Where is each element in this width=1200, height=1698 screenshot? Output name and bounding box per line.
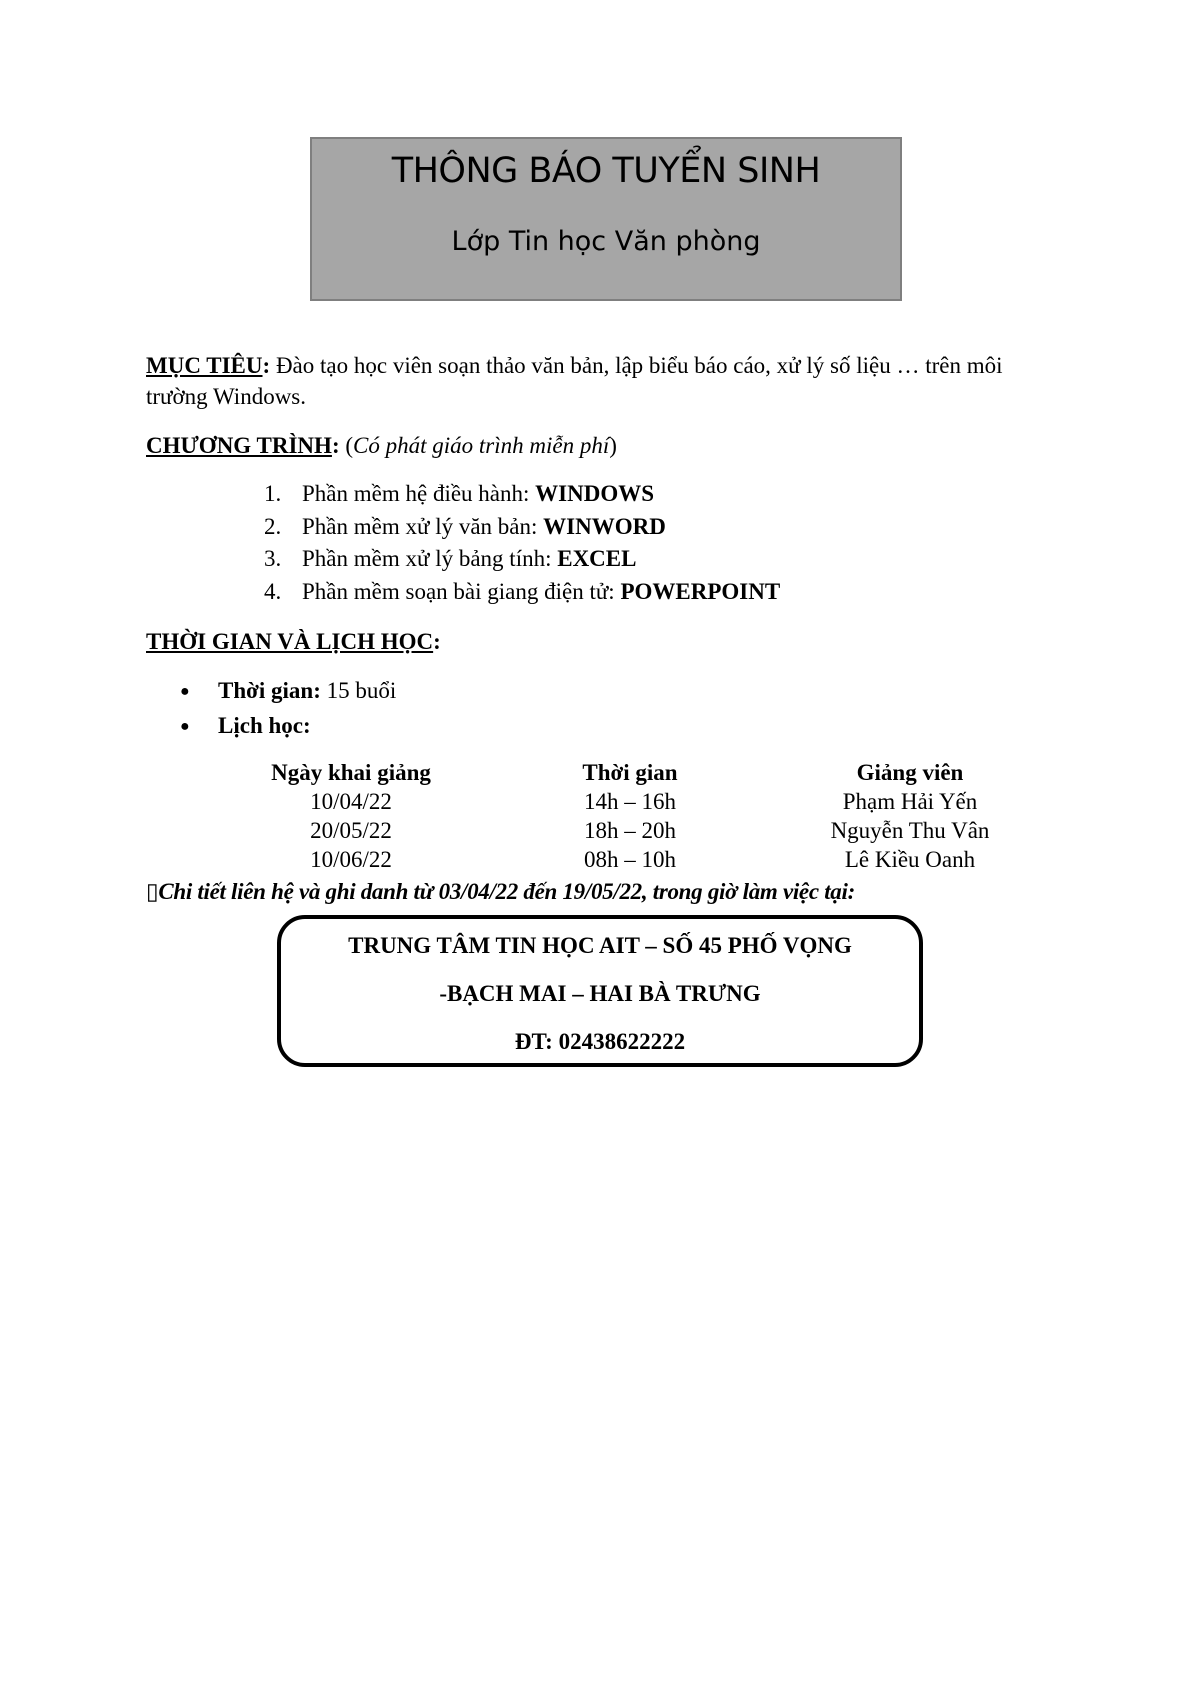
contact-note: ▯Chi tiết liên hệ và ghi danh từ 03/04/22 đến 19/05/22, trong giờ làm việc tại:	[146, 879, 855, 904]
list-item-number: 1.	[264, 481, 282, 506]
schedule-column-time	[550, 758, 710, 874]
table-cell: Nguyễn Thu Vân	[830, 818, 990, 843]
program-note-open: (	[339, 433, 354, 458]
list-item-software: WINWORD	[543, 513, 666, 539]
list-item-text: Phần mềm xử lý bảng tính:	[302, 546, 558, 571]
bullet-value: 15 buổi	[320, 678, 397, 703]
table-cell: 18h – 20h	[584, 818, 676, 843]
schedule-column-lecturer	[800, 758, 1020, 874]
table-cell: 20/05/22	[310, 818, 392, 843]
table-cell: Phạm Hải Yến	[842, 789, 978, 814]
schedule-heading: THỜI GIAN VÀ LỊCH HỌC	[146, 629, 434, 654]
program-paragraph	[146, 430, 1046, 461]
contact-phone: ĐT: 02438622222	[514, 1029, 686, 1054]
schedule-paragraph	[146, 626, 1046, 657]
schedule-column-date	[246, 758, 456, 874]
list-item	[180, 709, 396, 744]
table-cell: 14h – 16h	[584, 789, 676, 814]
table-cell: 10/06/22	[310, 847, 392, 872]
contact-line: TRUNG TÂM TIN HỌC AIT – SỐ 45 PHỐ VỌNG	[348, 933, 852, 958]
objective-colon: :	[262, 353, 271, 378]
title-box	[310, 137, 902, 301]
notice-subtitle: Lớp Tin học Văn phòng	[451, 226, 761, 257]
list-item-software: WINDOWS	[535, 481, 655, 506]
list-item-number: 4.	[264, 578, 282, 604]
table-header: Giảng viên	[856, 760, 964, 785]
list-item-text: Phần mềm hệ điều hành:	[302, 481, 536, 506]
list-item-software: EXCEL	[557, 546, 637, 571]
schedule-colon: :	[433, 629, 441, 654]
table-header: Ngày khai giảng	[271, 760, 431, 785]
list-item-text: Phần mềm xử lý văn bản:	[302, 513, 544, 539]
table-header: Thời gian	[582, 760, 678, 785]
contact-line: -BẠCH MAI – HAI BÀ TRƯNG	[439, 981, 761, 1006]
bullet-icon: ●	[180, 683, 190, 700]
program-list	[264, 478, 780, 608]
table-cell: 08h – 10h	[584, 847, 676, 872]
notice-title: THÔNG BÁO TUYỂN SINH	[391, 151, 821, 191]
list-item	[180, 674, 396, 709]
program-note: Có phát giáo trình miễn phí	[353, 433, 610, 458]
list-item-software: POWERPOINT	[620, 578, 781, 604]
bullet-label: Lịch học:	[218, 713, 311, 738]
program-note-close: )	[609, 433, 617, 458]
bullet-label: Thời gian:	[218, 678, 321, 703]
schedule-bullets	[180, 674, 396, 744]
list-item-number: 2.	[264, 513, 282, 539]
table-cell: Lê Kiều Oanh	[844, 847, 976, 872]
list-item	[264, 543, 780, 576]
list-item-text: Phần mềm soạn bài giang điện tử:	[302, 578, 621, 604]
list-item	[264, 511, 780, 544]
objective-heading: MỤC TIÊU	[146, 353, 263, 378]
table-cell: 10/04/22	[310, 789, 392, 814]
program-heading: CHƯƠNG TRÌNH	[146, 433, 332, 458]
program-colon: :	[331, 433, 340, 458]
list-item	[264, 478, 780, 511]
bullet-icon: ●	[180, 718, 190, 735]
contact-box	[277, 915, 923, 1067]
objective-text: Đào tạo học viên soạn thảo văn bản, lập biểu báo cáo, xử lý số liệu … trên môi trường Windows.	[146, 353, 1003, 409]
list-item	[264, 576, 780, 609]
objective-paragraph	[146, 350, 1046, 412]
list-item-number: 3.	[264, 546, 282, 571]
